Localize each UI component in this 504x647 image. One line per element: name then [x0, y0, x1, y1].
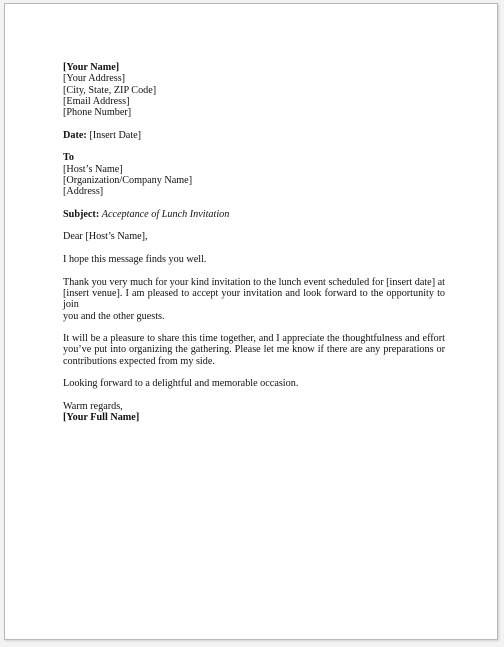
salutation [63, 231, 445, 242]
closing-phrase: Warm regards, [63, 400, 123, 412]
letter-content [63, 62, 445, 424]
paragraph-line: you and the other guests. [63, 310, 165, 322]
closing-block [63, 401, 445, 424]
paragraph-line: [insert venue]. I am pleased to accept your invitation and look forward to the opportunity to join [63, 287, 445, 311]
subject-block [63, 209, 445, 220]
date-value: [Insert Date] [89, 129, 142, 141]
body-paragraph-4 [63, 378, 445, 389]
document-page [4, 3, 498, 640]
paragraph-text: I hope this message finds you well. [63, 254, 207, 266]
signature-name: [Your Full Name] [63, 412, 140, 424]
subject-label: Subject: [63, 208, 100, 220]
paragraph-line: contributions expected from my side. [63, 355, 215, 367]
sender-address: [Your Address] [63, 73, 126, 85]
paragraph-line: you’ve put into organizing the gathering. Please let me know if there are any preparations or [63, 344, 445, 356]
sender-phone: [Phone Number] [63, 107, 132, 119]
recipient-organization: [Organization/Company Name] [63, 174, 193, 186]
sender-email: [Email Address] [63, 95, 130, 107]
paragraph-line: Thank you very much for your kind invitation to the lunch event scheduled for [insert date] at [63, 276, 445, 288]
sender-city-state-zip: [City, State, ZIP Code] [63, 84, 157, 96]
body-paragraph-1 [63, 254, 445, 265]
body-paragraph-3 [63, 333, 445, 367]
date-line [63, 130, 445, 141]
sender-name: [Your Name] [63, 62, 120, 73]
paragraph-line: It will be a pleasure to share this time together, and I appreciate the thoughtfulness and effort [63, 333, 445, 345]
date-label: Date: [63, 129, 87, 141]
recipient-block [63, 152, 445, 197]
subject-line [63, 209, 445, 220]
subject-value: Acceptance of Lunch Invitation [101, 208, 230, 220]
date-block [63, 130, 445, 141]
body-paragraph-2 [63, 277, 445, 322]
paragraph-text: Looking forward to a delightful and memorable occasion. [63, 378, 299, 390]
salutation-text: Dear [Host’s Name], [63, 231, 148, 243]
recipient-name: [Host’s Name] [63, 163, 123, 175]
recipient-address: [Address] [63, 186, 104, 198]
sender-block [63, 62, 445, 118]
recipient-label: To [63, 152, 74, 164]
